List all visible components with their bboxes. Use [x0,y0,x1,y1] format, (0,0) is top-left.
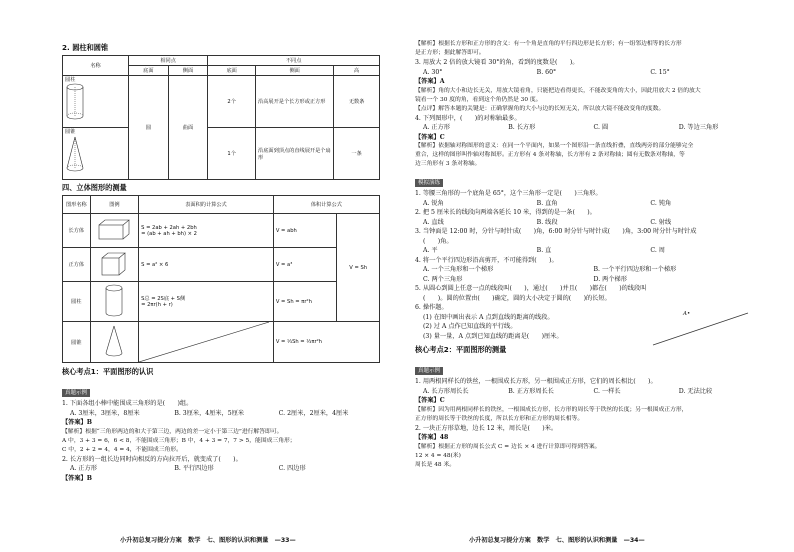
cone-area-blank [139,322,274,363]
tag-label: 真题示例 [415,367,443,375]
core-title: 核心考点1：平面图形的认识 [62,367,154,376]
option: B. 一个平行四边形和一个梯形 [593,266,677,273]
explanation: 【解析】因为用两根同样长的铁丝，一根围成长方形，长方形的周长等于铁丝的长度；另一根围成正方形， [415,406,688,413]
explanation: 是正方形；据此解答即可。 [415,50,485,56]
q2-options [62,464,383,474]
conclusion: 周长是 48 米。 [415,461,456,468]
m1-options [415,199,764,209]
cone-figure [65,135,85,173]
option: B. 直 [536,247,552,254]
cuboid-name: 长方体 [63,214,91,248]
th-side2: 侧面 [256,66,334,76]
cone-height: 一条 [334,128,380,180]
cylinder-volume: V = Sh = πr²h [273,282,336,322]
question-1: 1. 下面各组小棒中能围成三角形的是( )组。 [62,400,193,407]
explanation: 镜看一个 30 度的角，看到这个角仍然是 30 度。 [415,96,542,103]
option: B. 3厘米，4厘米，5厘米 [174,409,245,417]
cyl-side: 沿高展开是个长方形或正方形 [256,76,334,128]
option: C. 圆 [593,124,609,131]
th-height: 高 [334,66,380,76]
cyl-height: 无数条 [334,76,380,128]
option: A. 3厘米，3厘米，8厘米 [70,409,140,417]
practice-6-2: (2) 过 A 点作已知直线的平行线。 [423,323,517,330]
cube-figure [98,251,130,277]
option: A. 正方形 [423,124,450,131]
option: A. 直线 [423,218,444,226]
cylinder-figure-cell [90,282,138,322]
same-bottom: 圆 [129,76,169,180]
explanation: 【点评】解答本题的关键是：正确掌握角的大小与边的长短无关，所以放大镜不能改变角的度数。 [415,105,665,112]
right-page [397,0,794,552]
point-a-label: A• [683,310,691,317]
option: A. 一个三角形和一个梯形 [423,266,494,273]
q4-options [415,123,764,133]
m4-options-2 [415,275,764,285]
practice-2: 2. 把 5 厘米长的线段向两端各延长 10 米，得到的是一条( )。 [415,209,596,216]
section-title: 2. 圆柱和圆锥 [62,43,109,52]
answer: 【答案】B [62,419,92,426]
cone-side: 沿底面到顶点的直线展开是个扇形 [256,128,334,180]
practice-5-cont: ( )。圆的位置由( )确定，圆的大小决定于圆的( )的长短。 [423,294,611,302]
cuboid-figure-cell [90,214,138,248]
th-fig-name: 图形名称 [63,196,91,214]
option: D. 等边三角形 [678,124,719,131]
cuboid-area-line2: = (ab + ah + bh) × 2 [141,230,197,237]
practice-3: 3. 当钟面是 12:00 时，分针与时针成( )角，6:00 时分针与时针成( )角，3:00 时分针与时针成 [415,228,697,235]
m3-options [415,246,764,256]
cylinder-figure2 [103,284,125,318]
cube-name: 正方体 [63,248,91,282]
q1-options [62,409,383,419]
question-4: 4. 下列图形中，( )的对称轴最多。 [415,114,521,122]
operation-block [415,310,764,342]
option: D. 无法比较 [678,387,713,395]
cylinder-name: 圆柱 [65,77,76,83]
core-title: 核心考点2：平面图形的测量 [415,345,507,354]
th-fig: 图例 [90,196,138,214]
solid-measure-table [62,195,380,363]
practice-4: 4. 将一个平行四边形沿高剪开，不可能得到( )。 [415,256,558,264]
answer: 【答案】A [415,78,445,85]
th-volume: 体积计算公式 [273,196,379,214]
question-3: 3. 用放大 2 倍的放大镜看 30°的角，看到的度数是( )。 [415,59,579,66]
cube-area: S = a² × 6 [139,248,274,282]
calculation: 12 × 4 = 48(米) [415,452,461,459]
option: B. 长方形 [508,124,536,131]
explanation: 正方形的周长等于铁丝的长度，所以长方形和正方形的周长相等。 [415,415,584,422]
option: C. 2厘米，2厘米，4厘米 [278,409,349,417]
practice-1: 1. 等腰三角形的一个底角是 65°，这个三角形一定是( )三角形。 [415,190,602,197]
cone-figure-cell [90,322,138,363]
option: A. 正方形 [70,465,97,472]
practice-3-cont: ( )角。 [423,237,453,245]
cylinder-figure [65,83,85,121]
th-side: 侧面 [168,66,208,76]
practice-6: 6. 操作题。 [415,304,448,311]
option: A. 锐角 [423,199,444,207]
cone-cell [63,128,129,180]
option: C. 一样长 [593,387,621,395]
option: A. 长方形周长长 [423,387,469,395]
practice-5: 5. 从圆心到圆上任意一点的线段叫( )，通过( )并且( )都在( )的线段叫 [415,285,647,292]
cylinder-area-line1: S总 = 2S底 + S侧 [141,296,186,302]
cube-figure-cell [90,248,138,282]
answer: 【答案】B [62,474,92,482]
core2-question-2: 2. 一块正方形草地，边长 12 米，周长是( )米。 [415,424,558,432]
explanation: 【解析】根据“三角形两边的和大于第三边，两边的差一定小于第三边”进行解答即可。 [62,428,283,435]
option: C. 四边形 [278,465,306,472]
explanation: 【解析】根据长方形和正方形的含义：有一个角是直角的平行四边形是长方形；有一组邻边相等的长方形 [415,41,682,47]
cyl-bottom: 2个 [208,76,256,128]
cube-volume: V = a³ [273,248,336,282]
cuboid-area [139,214,274,248]
cuboid-area-line1: S = 2ab + 2ah + 2bh [141,224,197,231]
page-footer: 小升初总复习提分方案 数学 七、图形的认识和测量 —34— [469,537,645,544]
c1-options [415,387,764,397]
option: C. 周 [650,247,665,254]
th-diff: 不同点 [208,56,380,66]
cone-name: 圆锥 [65,129,76,135]
option: C. 两个三角形 [423,275,463,283]
m2-options [415,218,764,228]
option: B. 正方形周长长 [508,387,554,395]
answer: 【答案】48 [415,434,449,441]
page-footer: 小升初总复习提分方案 数学 七、图形的认识和测量 —33— [120,537,296,544]
option: C. 15° [650,68,670,76]
option: B. 60° [536,68,557,76]
cuboid-figure [96,217,132,243]
practice-6-3: (3) 量一量，A 点到已知直线的距离是( )厘米。 [423,332,563,340]
core2-question-1: 1. 用两根同样长的铁丝，一根围成长方形，另一根围成正方形，它们的周长相比( )。 [415,378,657,385]
diagonal-line [139,322,269,362]
cylinder-name2: 圆柱 [63,282,91,322]
option: B. 线段 [536,218,558,226]
option: D. 两个梯形 [593,275,627,283]
cone-figure2 [103,324,125,358]
cone-name2: 圆锥 [63,322,91,363]
cylinder-cell [63,76,129,128]
section-title: 四、立体图形的测量 [62,183,127,192]
th-same: 相同点 [129,56,208,66]
th-area: 表面积的计算公式 [139,196,274,214]
option: A. 平 [423,247,438,254]
explanation: C 中，2 + 2 = 4，4 = 4，不能围成三角形。 [62,446,182,453]
tag-label: 真题示例 [62,389,90,397]
th-name: 名称 [63,56,129,76]
cone-bottom: 1个 [208,128,256,180]
option: B. 平行四边形 [174,465,214,472]
option: B. 直角 [536,199,558,207]
option: C. 钝角 [650,199,672,207]
same-side: 曲面 [168,76,208,180]
answer: 【答案】C [415,133,445,141]
cylinder-cone-table [62,55,380,180]
option: C. 射线 [650,218,672,226]
explanation: A 中，3 + 3 = 6，6 < 8，不能围成三角形；B 中，4 + 3 = 7，7 > 5，能围成三角形； [62,437,296,444]
explanation: 重合，这样的图形叫作轴对称图形。正方形有 4 条对称轴，长方形有 2 条对称轴；圆有无数条对称轴，等 [415,152,685,158]
th-bottom: 底面 [129,66,169,76]
cylinder-area-line2: = 2πr(h + r) [141,302,173,308]
m4-options-1 [415,265,764,275]
q3-options [415,68,764,78]
option: A. 30° [423,68,443,76]
explanation: 【解析】根据正方形的周长公式 C = 边长 × 4 进行计算即可得到答案。 [415,443,601,450]
cone-volume: V = ⅓Sh = ⅓πr²h [273,322,379,363]
th-bottom2: 底面 [208,66,256,76]
common-volume: V = Sh [337,214,380,322]
cylinder-area [139,282,274,322]
explanation: 【解析】依据轴对称图形的意义：在同一个平面内，如果一个图形沿一条直线折叠，直线两旁的部分能够完全 [415,143,694,149]
cuboid-volume: V = abh [273,214,336,248]
tag-label: 模拟演练 [415,179,443,187]
operation-figure [643,307,753,347]
answer: 【答案】C [415,397,445,404]
question-2: 2. 长方形的一组长边同时向相反的方向拉开后，就变成了( )。 [62,455,242,463]
explanation: 【解析】角的大小和边长无关，用放大镜看角，只能把边看得更长，不能改变角的大小，因此用放大 2 倍的放大 [415,87,701,94]
explanation: 边三角形有 3 条对称轴。 [415,161,481,167]
practice-6-1: (1) 在图中画出表示 A 点到直线的距离的线段。 [423,313,554,321]
